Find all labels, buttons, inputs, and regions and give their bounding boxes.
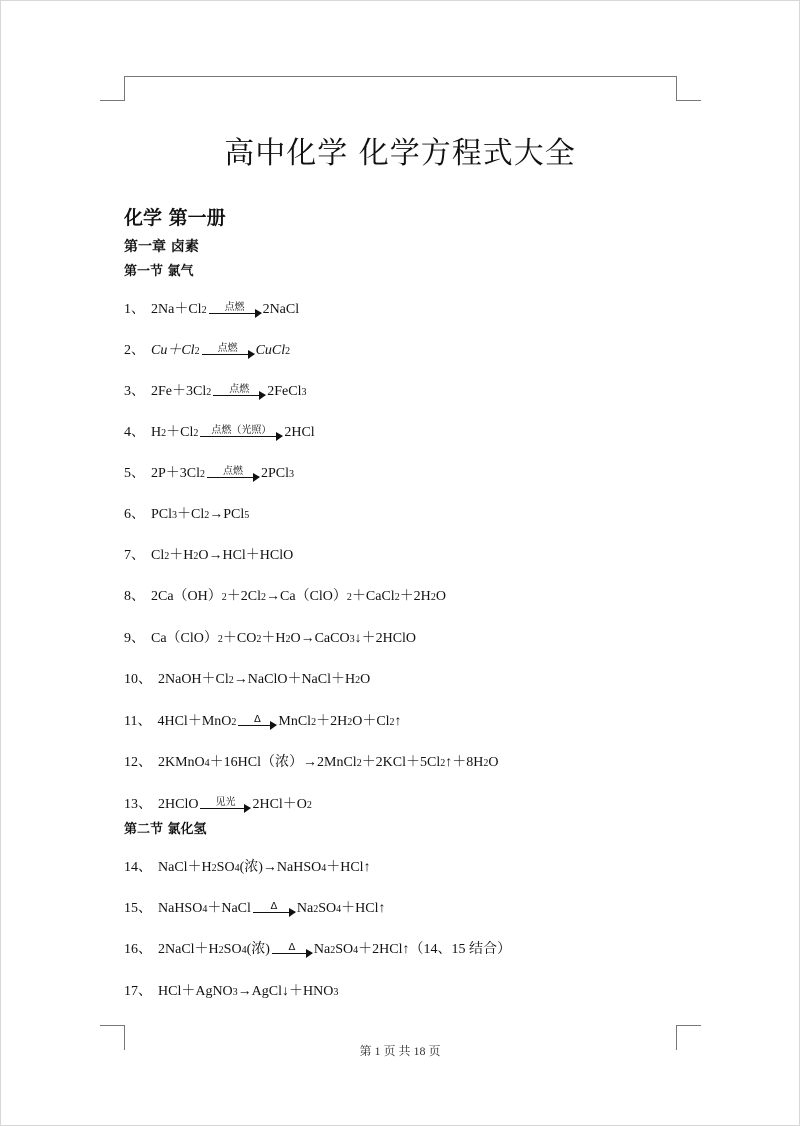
equation-row: [124, 980, 338, 1000]
reaction-condition: 点燃: [229, 384, 250, 395]
arrow-shaft: [200, 436, 282, 437]
equation-row: [124, 751, 499, 771]
reaction-condition: 见光: [215, 797, 236, 808]
equation-text: ＋HCl↑: [326, 860, 371, 875]
equation-row: [124, 793, 312, 813]
subscript: 2: [164, 551, 170, 562]
arrow-shaft: [238, 725, 276, 726]
equation-text: ＋16HCl（浓）→2MnCl: [209, 755, 357, 770]
equation-number: 9、: [124, 631, 145, 646]
equation-text: ↓＋2HClO: [354, 631, 417, 646]
subscript: 2: [228, 675, 234, 686]
equation-text: ＋Cl: [177, 507, 205, 522]
subscript: 2: [206, 387, 212, 398]
reaction-arrow-icon: [207, 467, 259, 478]
reaction-condition: 点燃: [224, 302, 245, 313]
reaction-condition: Δ: [270, 901, 278, 912]
subscript: 2: [231, 717, 237, 728]
equation-row: [124, 585, 446, 605]
document-title: 高中化学 化学方程式大全: [224, 136, 576, 171]
subscript: 2: [194, 346, 200, 357]
equation-text: ↑＋8H: [445, 755, 484, 770]
subscript: 2: [217, 634, 223, 645]
equation-text: SO: [335, 942, 354, 957]
equation-number: 10、: [124, 672, 152, 687]
equation-text: →AgCl↓＋HNO: [237, 984, 334, 999]
equation-text: ＋CaCl: [351, 589, 395, 604]
reaction-condition: 点燃: [223, 466, 244, 477]
equation-text: ＋2Cl: [226, 589, 262, 604]
subscript: 3: [232, 987, 238, 998]
equation-body: [151, 627, 416, 647]
subscript: 4: [234, 863, 240, 874]
equation-text: 2NaCl: [262, 302, 300, 317]
equation-text: 2NaOH＋Cl: [158, 672, 229, 687]
reaction-condition: Δ: [253, 714, 261, 725]
equation-body: [151, 544, 293, 564]
equation-text: (浓)→NaHSO: [239, 860, 322, 875]
equation-text: →Ca（ClO）: [266, 589, 347, 604]
equation-body: [158, 793, 312, 813]
equation-text: MnCl: [278, 714, 312, 729]
equation-text: 2P＋3Cl: [151, 466, 201, 481]
equation-text: →NaClO＋NaCl＋H: [233, 672, 356, 687]
page-footer: 第 1 页 共 18 页: [359, 1044, 441, 1058]
equation-text: O: [360, 672, 371, 687]
reaction-condition: 点燃（光照）: [211, 425, 272, 436]
equation-body: [151, 462, 294, 482]
equation-row: [124, 421, 315, 441]
equation-number: 2、: [124, 343, 145, 358]
equation-number: 11、: [124, 714, 152, 729]
equation-row: [124, 298, 299, 318]
subscript: 2: [313, 904, 319, 915]
equation-text: ＋2H: [399, 589, 431, 604]
subscript: 2: [330, 945, 336, 956]
equation-body: [158, 897, 385, 917]
equation-text: ＋H: [261, 631, 286, 646]
subscript: 2: [193, 551, 199, 562]
equation-number: 15、: [124, 901, 152, 916]
equation-body: [158, 856, 371, 876]
header-rule: [124, 76, 676, 77]
equation-text: O: [488, 755, 499, 770]
equation-number: 6、: [124, 507, 145, 522]
equation-text: NaHSO: [158, 901, 203, 916]
equation-text: Ca（ClO）: [151, 631, 218, 646]
equation-row: [124, 339, 290, 359]
equation-text: 4HCl＋MnO: [157, 714, 232, 729]
equation-number: 17、: [124, 984, 152, 999]
subscript: 2: [346, 592, 352, 603]
subscript: 4: [321, 863, 327, 874]
subscript: 2: [221, 592, 227, 603]
equation-text: 2FeCl: [267, 384, 302, 399]
subscript: 2: [211, 863, 217, 874]
subscript: 3: [301, 387, 307, 398]
subscript: 3: [289, 469, 295, 480]
equation-body: [158, 938, 511, 958]
equation-text: 2Ca（OH）: [151, 589, 222, 604]
equation-text: H: [151, 425, 162, 440]
equation-body: [158, 980, 338, 1000]
equation-number: 5、: [124, 466, 145, 481]
equation-text: 2KMnO: [158, 755, 205, 770]
equation-text: (浓): [246, 942, 270, 957]
equation-text: 2PCl: [261, 466, 290, 481]
equation-body: [151, 503, 249, 523]
book-heading: 化学 第一册: [124, 207, 226, 229]
equation-text: 2Na＋Cl: [151, 302, 202, 317]
equation-text: Na: [296, 901, 314, 916]
equation-row: [124, 710, 402, 730]
subscript: 4: [241, 945, 247, 956]
equation-text: 2HClO: [158, 797, 199, 812]
equation-row: [124, 938, 511, 958]
reaction-arrow-icon: [200, 426, 282, 437]
equation-text: PCl: [151, 507, 173, 522]
equation-row: [124, 544, 293, 564]
subscript: 4: [353, 945, 359, 956]
equation-body: [151, 421, 315, 441]
equation-number: 8、: [124, 589, 145, 604]
equation-text: Cu＋Cl: [151, 343, 195, 358]
subscript: 2: [256, 634, 262, 645]
subscript: 4: [204, 758, 210, 769]
equation-text: 2NaCl＋H: [158, 942, 219, 957]
equation-number: 12、: [124, 755, 152, 770]
subscript: 3: [349, 634, 355, 645]
equation-text: ＋2HCl↑（14、15 结合）: [358, 942, 511, 957]
arrow-shaft: [202, 354, 254, 355]
chapter-heading: 第一章 卤素: [124, 239, 199, 255]
reaction-arrow-icon: [272, 943, 312, 954]
reaction-condition: Δ: [288, 942, 296, 953]
equation-row: [124, 462, 294, 482]
subscript: 2: [356, 758, 362, 769]
arrow-shaft: [207, 477, 259, 478]
equation-text: ＋2KCl＋5Cl: [361, 755, 441, 770]
subscript: 2: [201, 305, 207, 316]
equation-number: 16、: [124, 942, 152, 957]
equation-text: Cl: [151, 548, 165, 563]
subscript: 2: [261, 592, 267, 603]
equation-number: 13、: [124, 797, 152, 812]
subscript: 2: [311, 717, 317, 728]
subscript: 2: [161, 428, 167, 439]
arrow-shaft: [213, 395, 265, 396]
equation-body: [151, 585, 446, 605]
arrow-shaft: [272, 953, 312, 954]
equation-text: ＋NaCl: [207, 901, 251, 916]
equation-text: 2HCl＋O: [252, 797, 307, 812]
reaction-arrow-icon: [213, 385, 265, 396]
equation-text: ＋Cl: [166, 425, 194, 440]
equation-body: [151, 380, 306, 400]
reaction-arrow-icon: [238, 715, 276, 726]
subscript: 5: [244, 510, 250, 521]
subscript: 2: [218, 945, 224, 956]
reaction-arrow-icon: [200, 798, 250, 809]
equation-text: ＋H: [169, 548, 194, 563]
equation-text: HCl＋AgNO: [158, 984, 233, 999]
equation-body: [158, 751, 499, 771]
subscript: 3: [333, 987, 339, 998]
equation-number: 14、: [124, 860, 152, 875]
equation-row: [124, 503, 249, 523]
subscript: 2: [430, 592, 436, 603]
equation-body: [151, 298, 299, 318]
reaction-condition: 点燃: [217, 343, 238, 354]
equation-body: [151, 339, 290, 359]
subscript: 2: [285, 346, 291, 357]
equation-text: O: [435, 589, 446, 604]
equation-row: [124, 897, 385, 917]
reaction-arrow-icon: [202, 344, 254, 355]
equation-text: ＋HCl↑: [341, 901, 386, 916]
equation-body: [158, 668, 370, 688]
subscript: 2: [355, 675, 361, 686]
subscript: 4: [336, 904, 342, 915]
subscript: 2: [193, 428, 199, 439]
subscript: 2: [204, 510, 210, 521]
equation-row: [124, 668, 370, 688]
equation-text: ＋2H: [316, 714, 348, 729]
equation-number: 7、: [124, 548, 145, 563]
equation-text: CuCl: [255, 343, 286, 358]
reaction-arrow-icon: [209, 303, 261, 314]
equation-text: →PCl: [209, 507, 245, 522]
crop-mark-top-left: [100, 76, 125, 101]
subscript: 2: [389, 717, 395, 728]
subscript: 2: [306, 800, 312, 811]
equation-text: O→HCl＋HClO: [198, 548, 294, 563]
equation-text: NaCl＋H: [158, 860, 212, 875]
equation-text: SO: [318, 901, 337, 916]
crop-mark-top-right: [676, 76, 701, 101]
subscript: 2: [483, 758, 489, 769]
section-heading-hydrogen-chloride: 第二节 氯化氢: [124, 822, 207, 837]
equation-text: SO: [223, 942, 242, 957]
subscript: 2: [285, 634, 291, 645]
arrow-shaft: [253, 912, 295, 913]
equation-text: ＋CO: [222, 631, 257, 646]
section-heading-chlorine: 第一节 氯气: [124, 264, 194, 279]
equation-text: 2HCl: [284, 425, 315, 440]
equation-text: Na: [313, 942, 331, 957]
equation-text: SO: [216, 860, 235, 875]
equation-text: ↑: [394, 714, 402, 729]
equation-number: 3、: [124, 384, 145, 399]
equation-text: O→CaCO: [290, 631, 350, 646]
equation-text: O＋Cl: [352, 714, 390, 729]
subscript: 4: [202, 904, 208, 915]
equation-number: 4、: [124, 425, 145, 440]
subscript: 2: [440, 758, 446, 769]
equation-text: 2Fe＋3Cl: [151, 384, 207, 399]
equation-row: [124, 856, 371, 876]
subscript: 2: [394, 592, 400, 603]
arrow-shaft: [209, 313, 261, 314]
arrow-shaft: [200, 808, 250, 809]
subscript: 3: [172, 510, 178, 521]
reaction-arrow-icon: [253, 902, 295, 913]
subscript: 2: [347, 717, 353, 728]
subscript: 2: [200, 469, 206, 480]
equation-row: [124, 627, 416, 647]
equation-row: [124, 380, 306, 400]
equation-number: 1、: [124, 302, 145, 317]
equation-body: [157, 710, 401, 730]
